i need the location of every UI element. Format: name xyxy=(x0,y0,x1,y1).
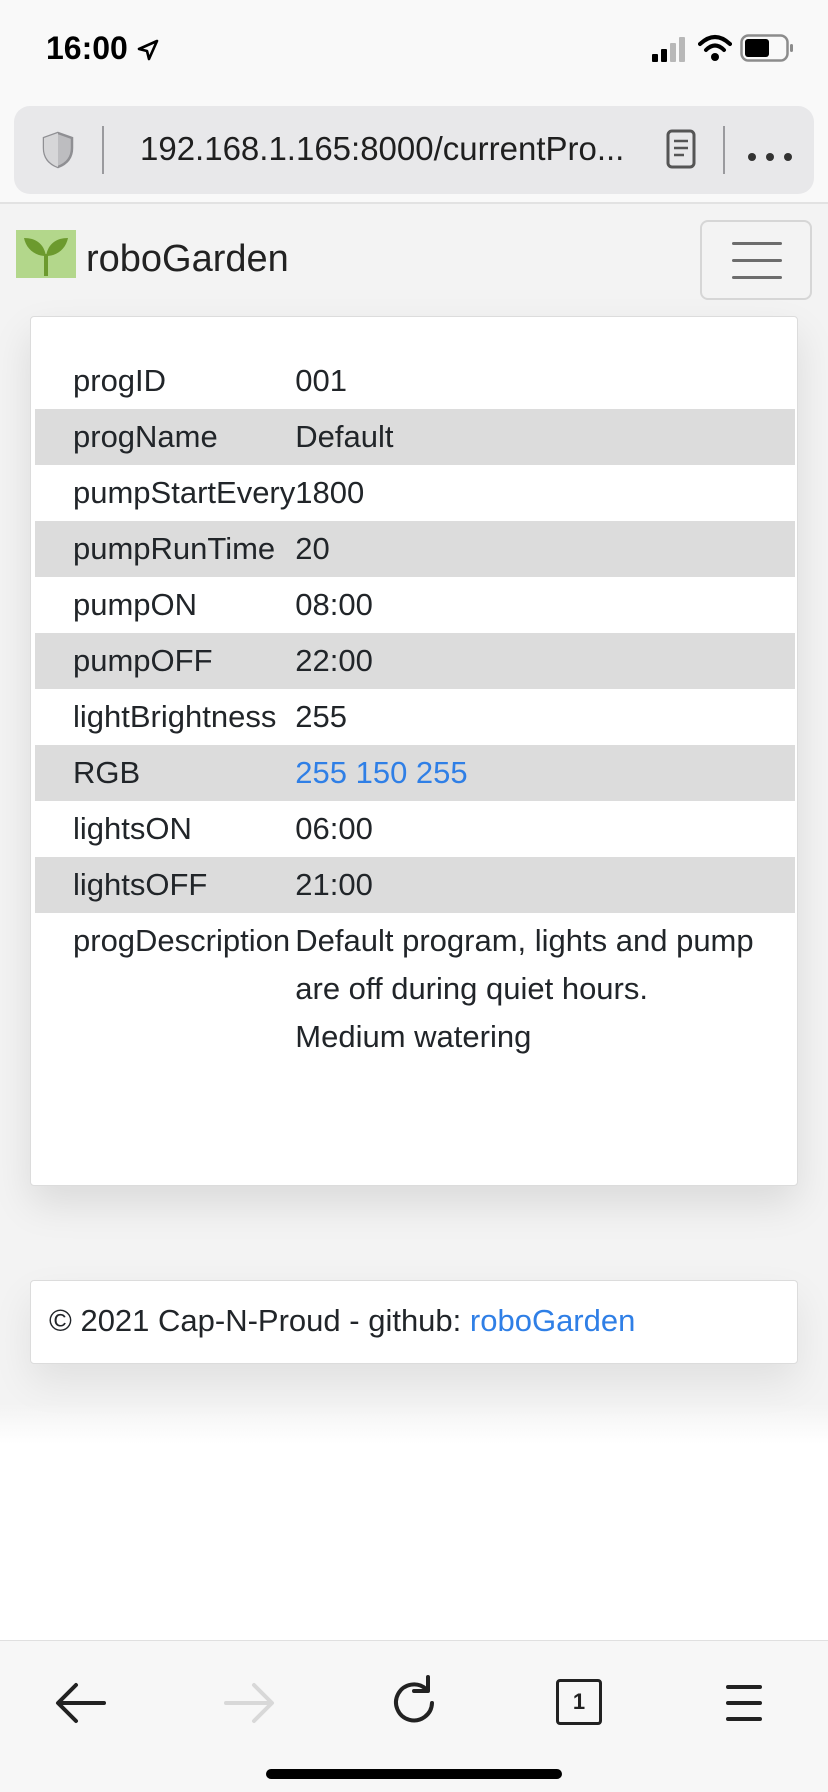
table-row xyxy=(35,745,795,801)
table-row xyxy=(35,521,795,577)
row-value: 001 xyxy=(295,363,347,398)
web-page xyxy=(0,204,828,1640)
tabs-button[interactable] xyxy=(542,1667,614,1739)
footer xyxy=(30,1280,798,1364)
row-value: 22:00 xyxy=(295,633,795,689)
menu-icon xyxy=(708,1667,780,1739)
status-time: 16:00 xyxy=(46,30,128,66)
table-row xyxy=(35,801,795,857)
table-row xyxy=(35,577,795,633)
row-key: progName xyxy=(35,409,295,465)
hamburger-line xyxy=(732,259,782,262)
more-options-icon[interactable] xyxy=(748,148,792,166)
table-row xyxy=(35,465,795,521)
navbar xyxy=(0,204,828,314)
table-row xyxy=(35,409,795,465)
row-value: 1800 xyxy=(295,475,365,510)
brand-name[interactable]: roboGarden xyxy=(86,238,289,280)
program-card xyxy=(30,316,798,1186)
row-value[interactable]: 255 150 255 xyxy=(295,745,795,801)
row-key: RGB xyxy=(35,745,295,801)
row-key: pumpOFF xyxy=(35,633,295,689)
row-value: 21:00 xyxy=(295,857,795,913)
row-value: 20 xyxy=(295,521,795,577)
row-key: pumpStartEvery xyxy=(73,475,296,510)
reload-icon xyxy=(378,1667,450,1739)
table-row xyxy=(35,353,795,409)
forward-arrow-icon xyxy=(212,1667,284,1739)
row-value: 255 xyxy=(295,699,347,734)
reload-button[interactable] xyxy=(378,1667,450,1739)
table-row xyxy=(35,689,795,745)
row-key: pumpON xyxy=(73,587,198,622)
reader-mode-icon[interactable] xyxy=(664,128,698,175)
navbar-toggle-button[interactable] xyxy=(700,220,812,300)
row-key: progID xyxy=(73,363,167,398)
table-row xyxy=(35,913,795,1065)
table-row xyxy=(35,633,795,689)
footer-text xyxy=(49,1303,635,1339)
program-table xyxy=(35,353,795,1065)
github-link[interactable]: roboGarden xyxy=(469,1303,636,1338)
row-value: 08:00 xyxy=(295,587,373,622)
home-indicator xyxy=(266,1769,562,1779)
forward-button[interactable] xyxy=(212,1667,284,1739)
wifi-icon xyxy=(698,34,732,67)
row-key: lightsON xyxy=(73,811,192,846)
cellular-signal-icon xyxy=(652,36,688,67)
location-arrow-icon xyxy=(136,38,160,67)
url-text[interactable]: 192.168.1.165:8000/currentPro... xyxy=(140,130,625,167)
row-value: Default xyxy=(295,409,795,465)
hamburger-line xyxy=(732,242,782,245)
back-button[interactable] xyxy=(46,1667,118,1739)
footer-copyright: © 2021 Cap-N-Proud - github: xyxy=(49,1303,470,1338)
hamburger-line xyxy=(732,276,782,279)
row-key: progDescription xyxy=(73,923,291,958)
menu-button[interactable] xyxy=(708,1667,780,1739)
table-row xyxy=(35,857,795,913)
address-divider xyxy=(723,126,725,174)
row-value: 06:00 xyxy=(295,811,373,846)
battery-icon xyxy=(740,34,794,67)
browser-address-area xyxy=(0,104,828,202)
row-value: Default program, lights and pump are off during quiet hours. Medium watering xyxy=(295,923,754,1054)
status-bar xyxy=(0,0,828,104)
sprout-logo-icon[interactable] xyxy=(16,230,76,278)
row-key: pumpRunTime xyxy=(35,521,295,577)
back-arrow-icon xyxy=(46,1667,118,1739)
row-key: lightBrightness xyxy=(73,699,277,734)
shield-icon[interactable] xyxy=(40,130,76,175)
browser-toolbar xyxy=(0,1640,828,1792)
row-key: lightsOFF xyxy=(35,857,295,913)
address-divider xyxy=(102,126,104,174)
address-bar[interactable] xyxy=(14,106,814,194)
tab-count: 1 xyxy=(556,1679,602,1725)
